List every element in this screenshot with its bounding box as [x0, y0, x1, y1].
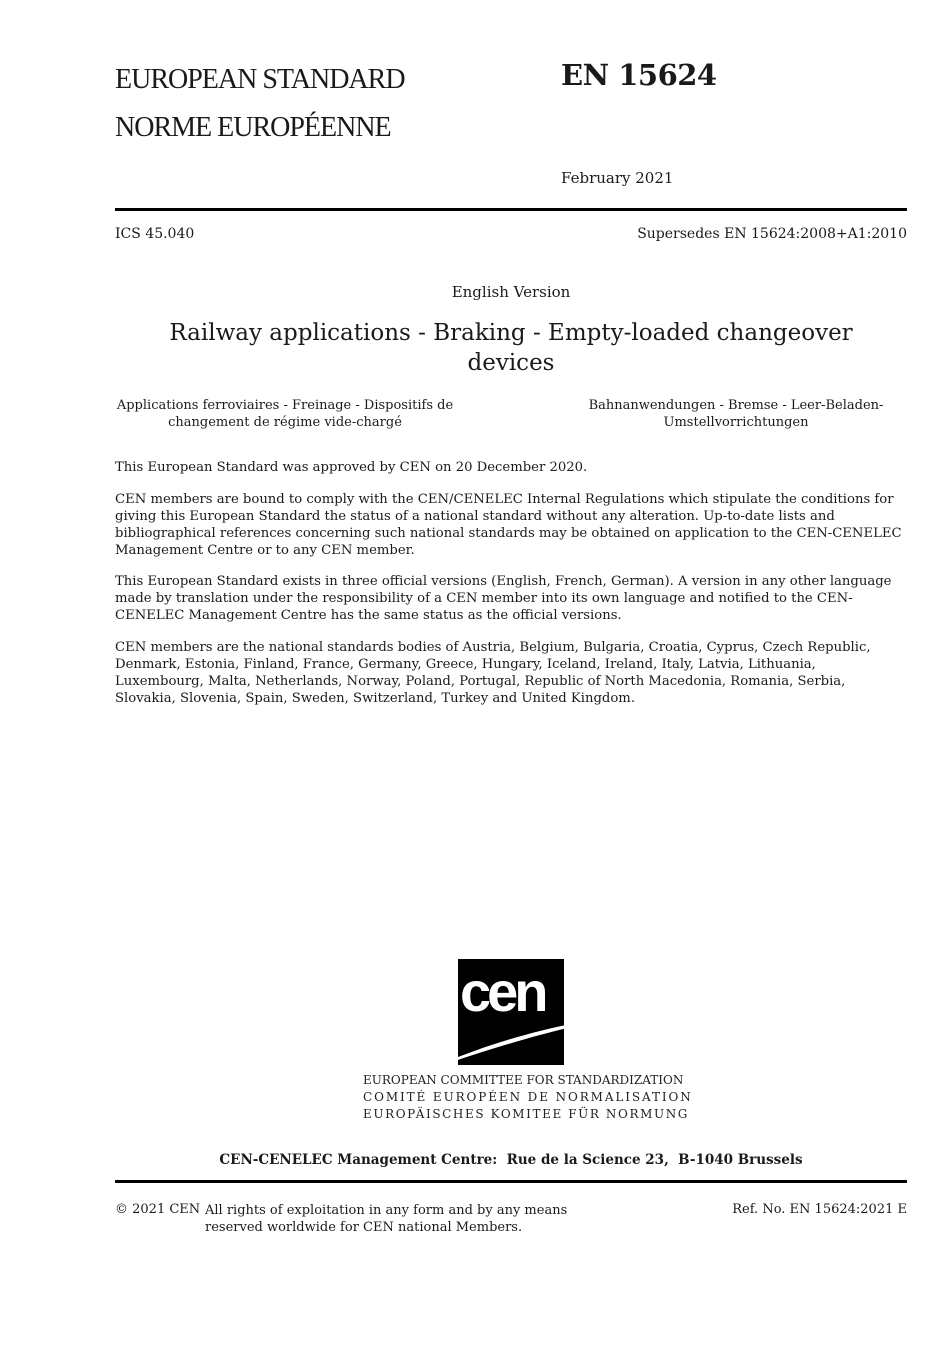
document-main-title: Railway applications - Braking - Empty-loaded changeover devices — [169, 320, 853, 376]
versions-paragraph: This European Standard exists in three official versions (English, French, German). A version in any other language made by translation under the responsibility of a CEN member into its own language and notified to the CEN-CENELEC Management Centre has the same status as the official versions. — [115, 574, 892, 623]
supersedes-note: Supersedes EN 15624:2008+A1:2010 — [637, 226, 907, 242]
language-version: English Version — [451, 283, 571, 301]
header-divider — [115, 208, 907, 211]
ics-code: ICS 45.040 — [115, 226, 195, 242]
management-centre-address: CEN-CENELEC Management Centre: Rue de la Science 23, B-1040 Brussels — [219, 1152, 803, 1168]
committee-name-english: EUROPEAN COMMITTEE FOR STANDARDIZATION — [363, 1073, 684, 1087]
standard-title-english: EUROPEAN STANDARD — [115, 64, 405, 95]
committee-name-french: COMITÉ EUROPÉEN DE NORMALISATION — [363, 1090, 693, 1104]
cen-logo-lettering: cen — [460, 960, 545, 1023]
footer-divider — [115, 1180, 907, 1183]
publication-date: February 2021 — [561, 169, 674, 187]
copyright-notice: © 2021 CEN — [115, 1202, 201, 1217]
reference-number: Ref. No. EN 15624:2021 E — [732, 1202, 907, 1217]
standard-title-french: NORME EUROPÉENNE — [115, 112, 391, 143]
title-german: Bahnanwendungen - Bremse - Leer-Beladen-Umstellvorrichtungen — [588, 398, 884, 430]
cen-logo-icon — [446, 959, 578, 1066]
rights-statement: All rights of exploitation in any form and by any means reserved worldwide for CEN national Members. — [205, 1203, 568, 1235]
compliance-paragraph: CEN members are bound to comply with the CEN/CENELEC Internal Regulations which stipulate the conditions for giving this European Standard the status of a national standard without any alteration. Up-to-date lists and bibliographical references concerning such national standards may be obtained on application to the CEN-CENELEC Management Centre or to any CEN member. — [115, 492, 902, 558]
title-french: Applications ferroviaires - Freinage - Dispositifs de changement de régime vide-chargé — [116, 398, 454, 430]
approval-paragraph: This European Standard was approved by CEN on 20 December 2020. — [115, 460, 588, 475]
standard-number: EN 15624 — [561, 58, 717, 92]
members-paragraph: CEN members are the national standards bodies of Austria, Belgium, Bulgaria, Croatia, Cyprus, Czech Republic, Denmark, Estonia, Finland, France, Germany, Greece, Hungary, Iceland, Ireland, Italy, Latvia, Lithuania, Luxembourg, Malta, Netherlands, Norway, Poland, Portugal, Republic of North Macedonia, Romania, Serbia, Slovakia, Slovenia, Spain, Sweden, Switzerland, Turkey and United Kingdom. — [115, 640, 871, 706]
committee-name-german: EUROPÄISCHES KOMITEE FÜR NORMUNG — [363, 1107, 689, 1121]
